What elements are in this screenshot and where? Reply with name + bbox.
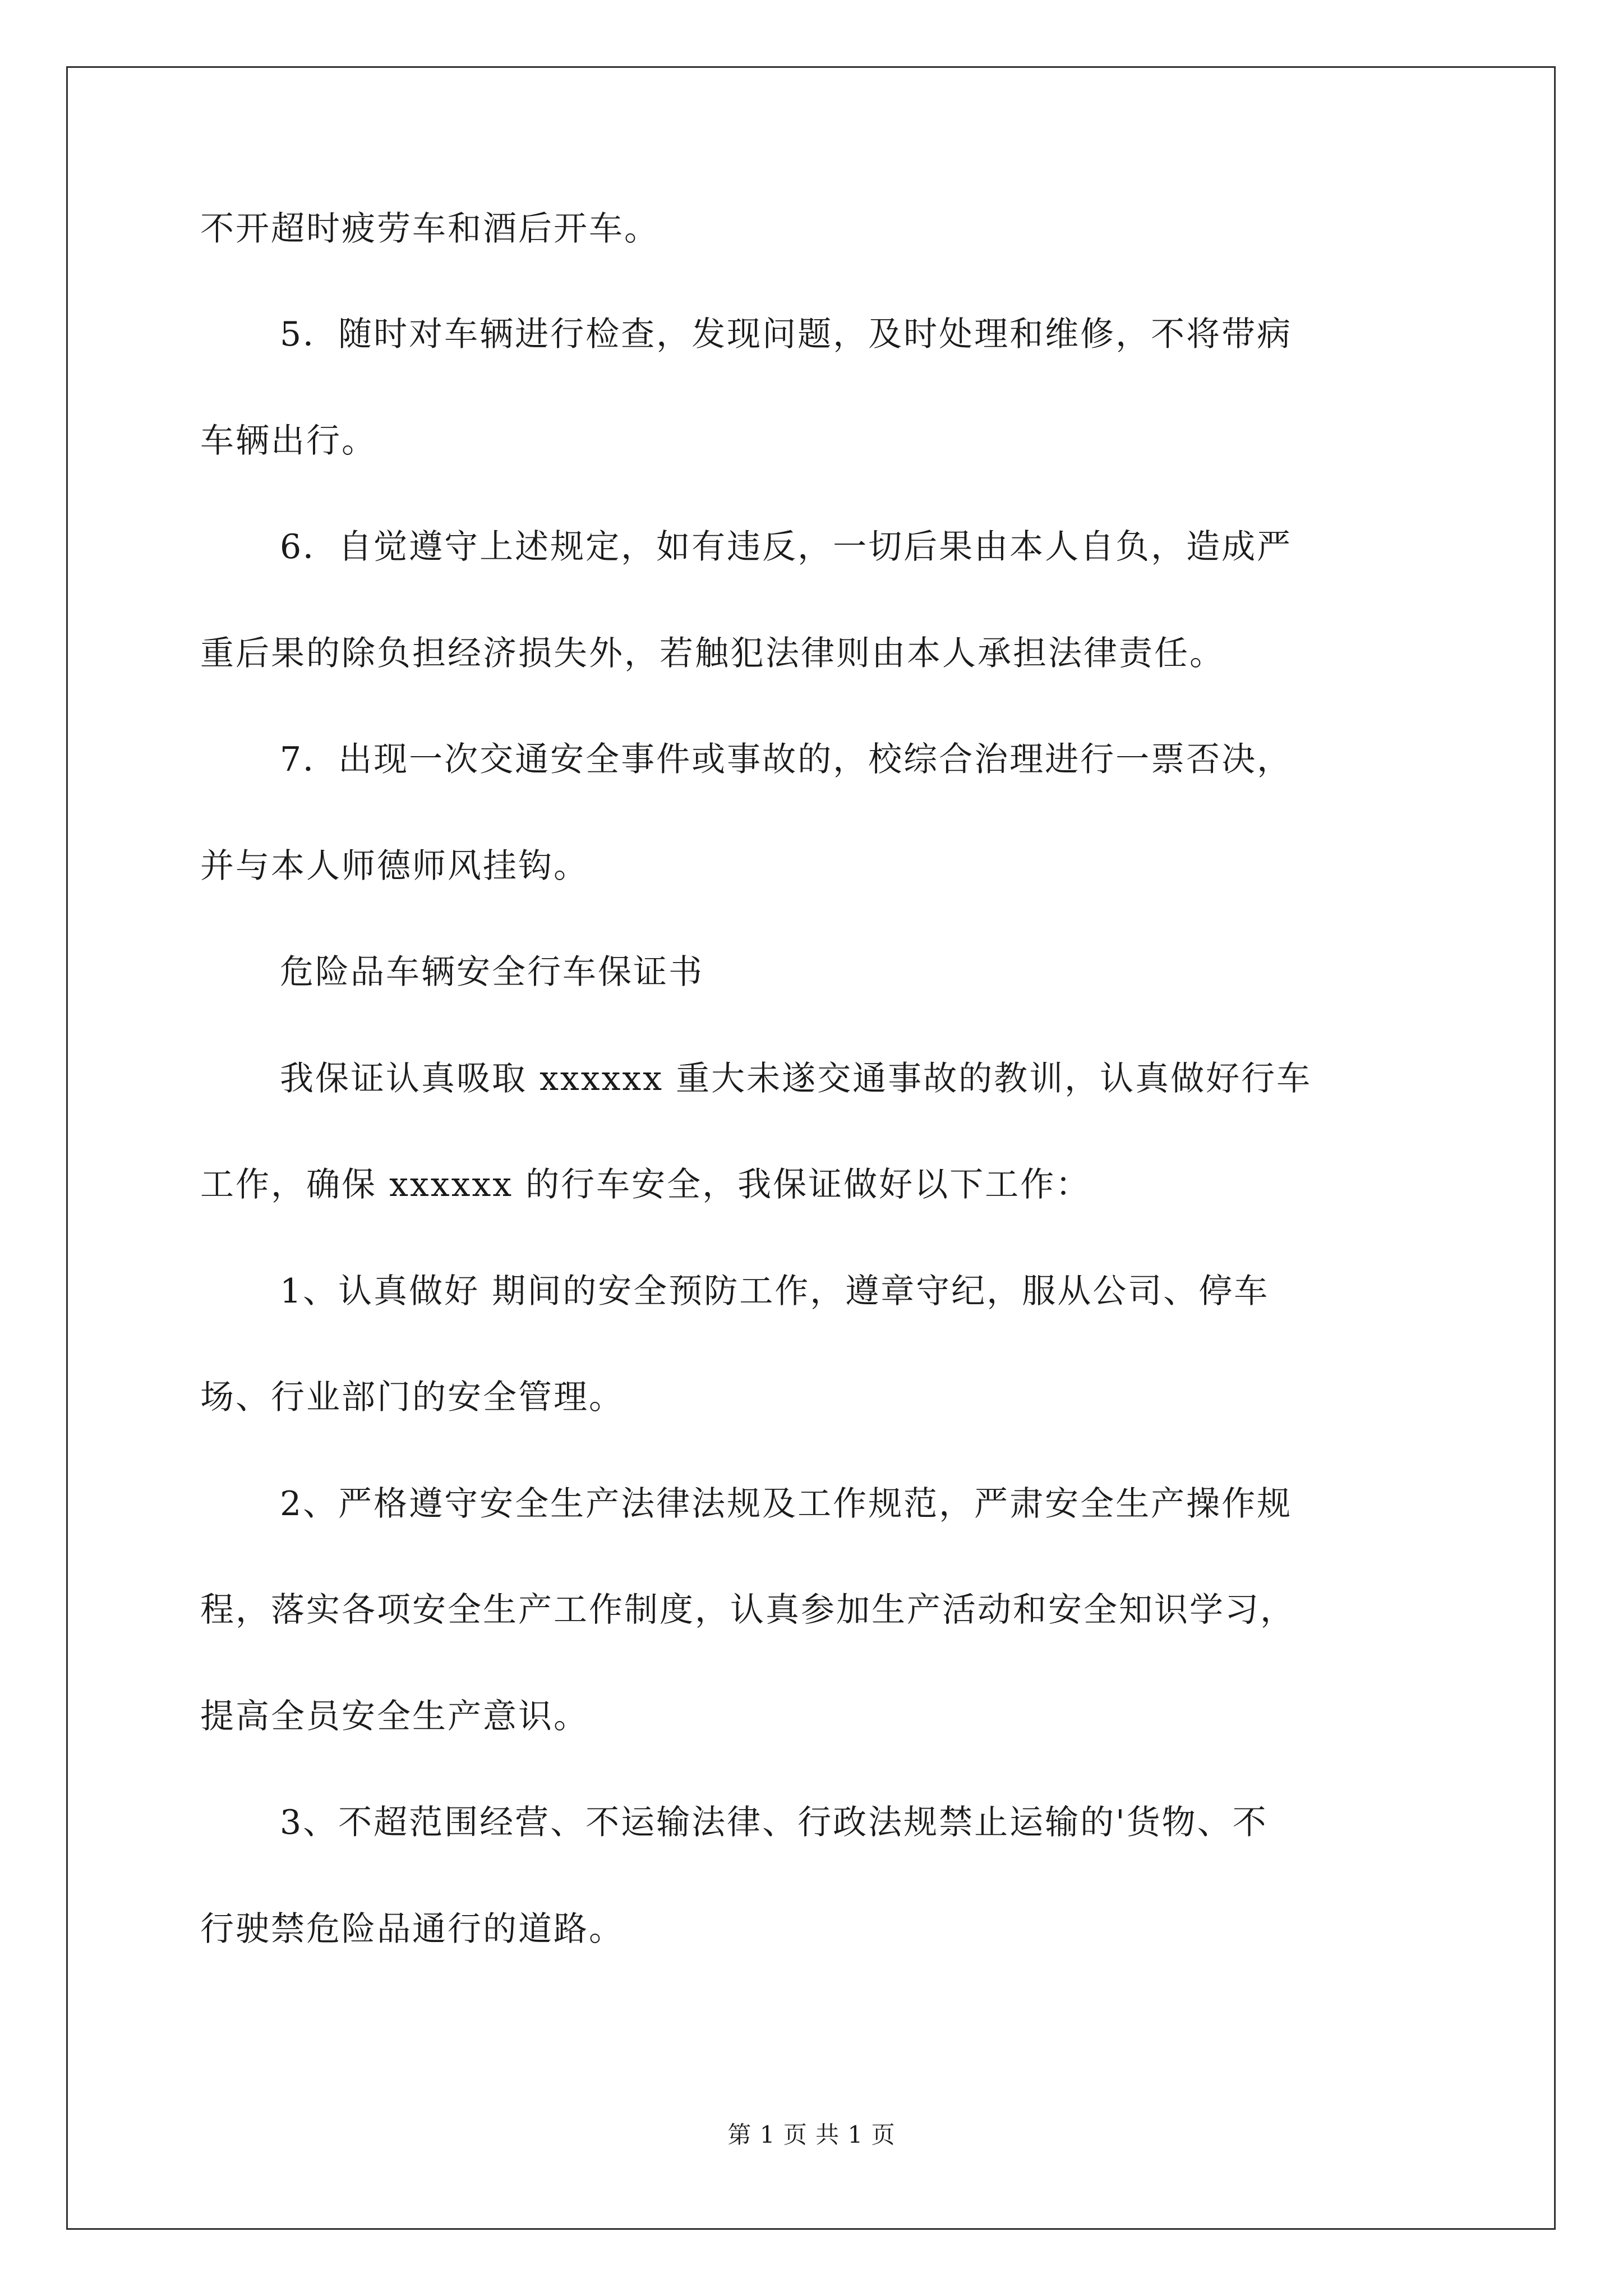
text-line: 不开超时疲劳车和酒后开车。	[200, 209, 660, 249]
section-title: 危险品车辆安全行车保证书	[280, 953, 704, 992]
text-line: 并与本人师德师风挂钩。	[200, 846, 589, 886]
text-line: 1、认真做好 期间的安全预防工作，遵章守纪，服从公司、停车	[280, 1272, 1270, 1311]
text-line: 重后果的除负担经济损失外，若触犯法律则由本人承担法律责任。	[200, 634, 1225, 673]
text-line: 5．随时对车辆进行检查，发现问题，及时处理和维修，不将带病	[280, 315, 1293, 354]
page-number: 第 1 页 共 1 页	[727, 2121, 896, 2148]
text-line: 程，落实各项安全生产工作制度，认真参加生产活动和安全知识学习，	[200, 1590, 1295, 1630]
text-line: 行驶禁危险品通行的道路。	[200, 1910, 624, 1949]
text-line: 工作，确保 xxxxxx 的行车安全，我保证做好以下工作：	[200, 1165, 1091, 1204]
text-line: 6．自觉遵守上述规定，如有违反，一切后果由本人自负，造成严	[280, 527, 1293, 567]
text-line: 2、严格遵守安全生产法律法规及工作规范，严肃安全生产操作规	[280, 1484, 1293, 1524]
text-line: 7．出现一次交通安全事件或事故的，校综合治理进行一票否决，	[280, 740, 1293, 779]
text-line: 3、不超范围经营、不运输法律、行政法规禁止运输的'货物、不	[280, 1803, 1268, 1842]
page-border	[66, 66, 1556, 2230]
text-line: 车辆出行。	[200, 421, 377, 461]
text-line: 我保证认真吸取 xxxxxx 重大未遂交通事故的教训，认真做好行车	[280, 1059, 1312, 1098]
text-line: 提高全员安全生产意识。	[200, 1697, 589, 1736]
text-line: 场、行业部门的安全管理。	[200, 1378, 624, 1417]
